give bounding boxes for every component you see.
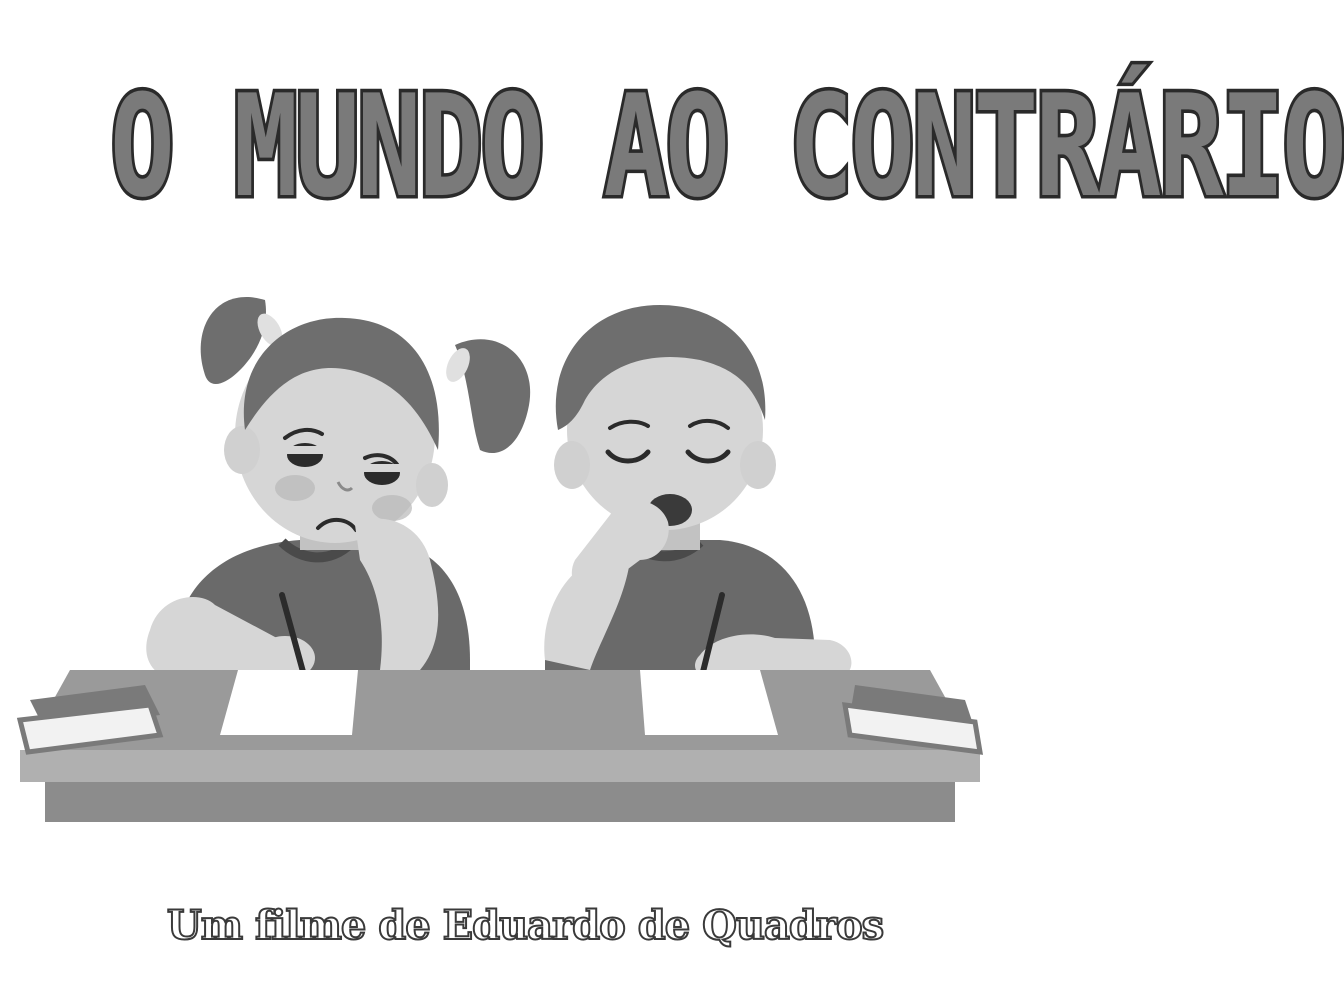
boy-figure	[544, 305, 851, 692]
desk	[20, 670, 980, 822]
girl-paper	[220, 670, 358, 735]
desk-top	[20, 670, 980, 760]
boy-paper	[640, 670, 778, 735]
poster-title: O MUNDO AO CONTRÁRIO	[110, 64, 1344, 229]
classroom-illustration	[0, 260, 1000, 860]
poster-credit: Um filme de Eduardo de Quadros	[166, 902, 884, 949]
girl-figure	[146, 297, 530, 690]
desk-front	[20, 750, 980, 782]
